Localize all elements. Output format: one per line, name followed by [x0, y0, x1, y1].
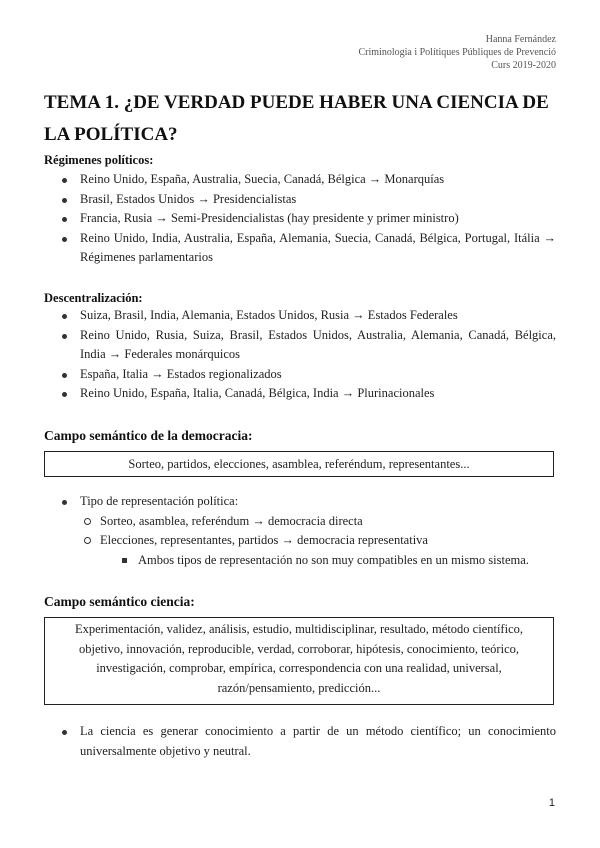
- list-item: España, Italia → Estados regionalizados: [62, 365, 556, 385]
- circle-bullet-icon: [84, 537, 91, 544]
- list-item: La ciencia es generar conocimiento a partir de un método científico; un conocimiento universalmente objetivo y neutral.: [62, 722, 556, 761]
- bullet-icon: [62, 314, 67, 319]
- bullet-icon: [62, 500, 67, 505]
- list-item: Elecciones, representantes, partidos → democracia representativa: [82, 531, 556, 551]
- list-item: Reino Unido, España, Italia, Canadá, Bélgica, India → Plurinacionales: [62, 384, 556, 404]
- bullet-icon: [62, 178, 67, 183]
- header-author: Hanna Fernández: [485, 34, 556, 45]
- list-item: Francia, Rusia → Semi-Presidencialistas (hay presidente y primer ministro): [62, 209, 556, 229]
- ciencia-box-line: objetivo, innovación, reproducible, verdad, corroborar, hipótesis, conocimiento, teórico,: [79, 641, 519, 656]
- ciencia-box: [44, 617, 554, 705]
- bullet-icon: [62, 392, 67, 397]
- list-item: Ambos tipos de representación no son muy compatibles en un mismo sistema.: [120, 551, 556, 571]
- list-item: Reino Unido, España, Australia, Suecia, Canadá, Bélgica → Monarquías: [62, 170, 556, 190]
- header-year: Curs 2019-2020: [491, 60, 556, 71]
- democracia-box: Sorteo, partidos, elecciones, asamblea, referéndum, representantes...: [44, 451, 554, 477]
- list-item: Suiza, Brasil, India, Alemania, Estados Unidos, Rusia → Estados Federales: [62, 306, 556, 326]
- list-item: Reino Unido, Rusia, Suiza, Brasil, Estados Unidos, Australia, Alemania, Canadá, Bélgica, India → Federales monárquicos: [62, 326, 556, 365]
- header-course: Criminologia i Polítiques Públiques de Prevenció: [358, 47, 556, 58]
- bullet-icon: [62, 334, 67, 339]
- section-regimenes-label: Régimenes políticos:: [44, 153, 154, 167]
- section-democracia-label: Campo semántico de la democracia:: [44, 428, 253, 443]
- section-descentralizacion-label: Descentralización:: [44, 291, 143, 305]
- section-ciencia-label: Campo semántico ciencia:: [44, 594, 195, 609]
- list-item: Reino Unido, India, Australia, España, Alemania, Suecia, Canadá, Bélgica, Portugal, Itália → Régimenes parlamentarios: [62, 229, 556, 268]
- circle-bullet-icon: [84, 518, 91, 525]
- ciencia-box-line: investigación, comprobar, empírica, correspondencia con una realidad, universal,: [96, 661, 502, 675]
- list-item: Sorteo, asamblea, referéndum → democracia directa: [82, 512, 556, 532]
- representacion-list: [62, 492, 556, 570]
- list-item: Tipo de representación política:: [62, 492, 556, 512]
- page-number: 1: [548, 797, 555, 809]
- ciencia-box-line: razón/pensamiento, predicción...: [217, 680, 381, 695]
- ciencia-box-line: Experimentación, validez, análisis, estudio, multidisciplinar, resultado, método científico,: [75, 622, 523, 636]
- bullet-icon: [62, 373, 67, 378]
- bullet-icon: [62, 237, 67, 242]
- ciencia-note-list: [62, 722, 556, 761]
- square-bullet-icon: [122, 558, 127, 563]
- page-title: TEMA 1. ¿DE VERDAD PUEDE HABER UNA CIENCIA DE LA POLÍTICA?: [44, 92, 549, 145]
- descentralizacion-list: [62, 306, 556, 404]
- regimenes-list: [62, 170, 556, 268]
- bullet-icon: [62, 217, 67, 222]
- bullet-icon: [62, 730, 67, 735]
- list-item: Brasil, Estados Unidos → Presidencialistas: [62, 190, 556, 210]
- page-header: [359, 33, 557, 72]
- bullet-icon: [62, 198, 67, 203]
